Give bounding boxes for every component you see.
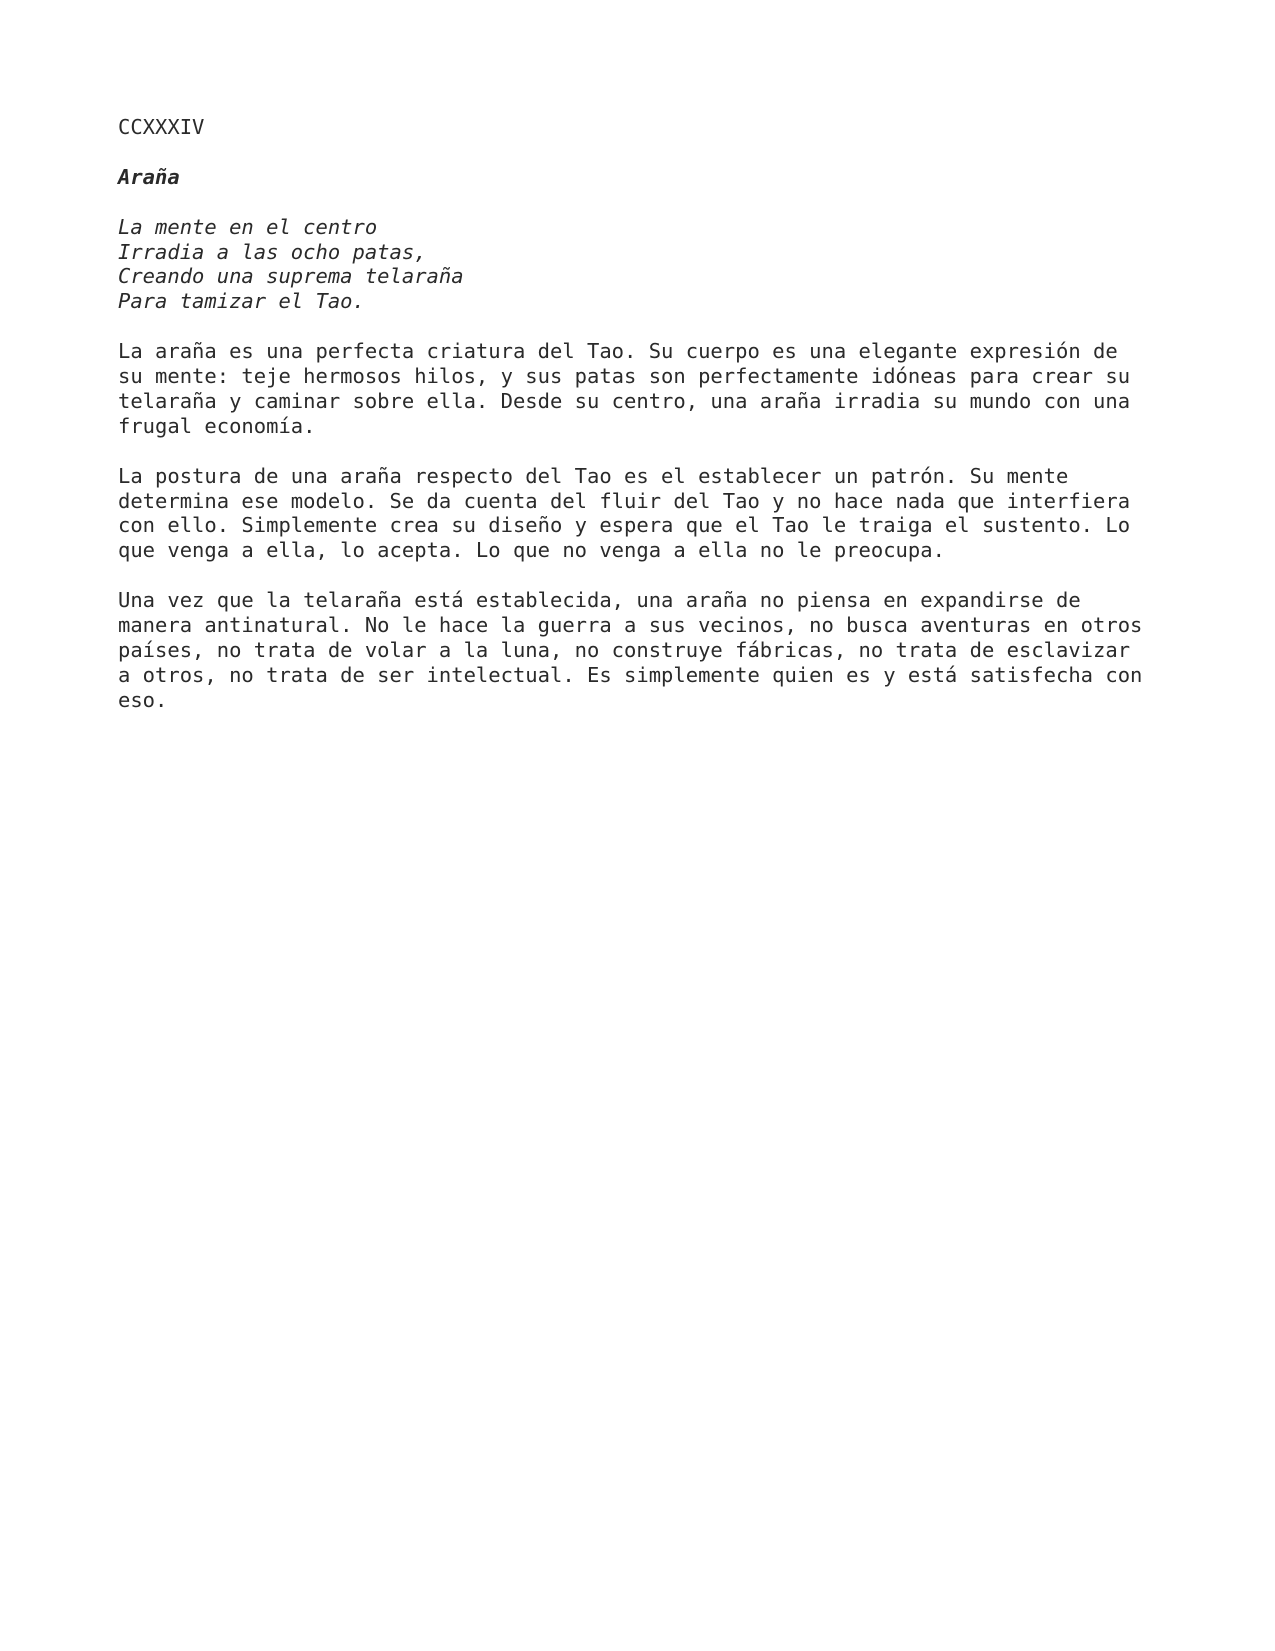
poem-line: Irradia a las ocho patas, — [118, 239, 427, 264]
poem-line: Creando una suprema telaraña — [118, 264, 464, 289]
poem — [118, 215, 1178, 315]
paragraph-line: La postura de una araña respecto del Tao es el establecer un patrón. Su mente — [118, 463, 1069, 488]
paragraph-line: Una vez que la telaraña está establecida, una araña no piensa en expandirse de — [118, 588, 1081, 613]
paragraph-line: La araña es una perfecta criatura del Tao. Su cuerpo es una elegante expresión de — [118, 339, 1118, 364]
spacer — [118, 190, 1178, 215]
poem-line: Para tamizar el Tao. — [118, 289, 365, 314]
paragraph-line: a otros, no trata de ser intelectual. Es simplemente quien es y está satisfecha con — [118, 662, 1143, 687]
paragraph-line: telaraña y caminar sobre ella. Desde su centro, una araña irradia su mundo con una — [118, 388, 1131, 413]
paragraph-3 — [118, 588, 1178, 713]
paragraph-line: que venga a ella, lo acepta. Lo que no venga a ella no le preocupa. — [118, 538, 945, 563]
poem-line: La mente en el centro — [118, 214, 378, 239]
paragraph-line: su mente: teje hermosos hilos, y sus patas son perfectamente idóneas para crear su — [118, 364, 1131, 389]
paragraph-line: frugal economía. — [118, 413, 316, 438]
paragraph-1 — [118, 339, 1178, 439]
spacer — [118, 314, 1178, 339]
spacer — [118, 439, 1178, 464]
paragraph-line: determina ese modelo. Se da cuenta del fluir del Tao y no hace nada que interfiera — [118, 488, 1131, 513]
paragraph-line: con ello. Simplemente crea su diseño y espera que el Tao le traiga el sustento. Lo — [118, 513, 1131, 538]
paragraph-line: países, no trata de volar a la luna, no construye fábricas, no trata de esclavizar — [118, 637, 1131, 662]
paragraph-2 — [118, 464, 1178, 564]
chapter-title: Araña — [118, 164, 180, 189]
paragraph-line: manera antinatural. No le hace la guerra a sus vecinos, no busca aventuras en otros — [118, 613, 1143, 638]
paragraph-line: eso. — [118, 687, 168, 712]
spacer — [118, 140, 1178, 165]
chapter-number: CCXXXIV — [118, 115, 205, 139]
document-page — [118, 115, 1178, 713]
spacer — [118, 563, 1178, 588]
